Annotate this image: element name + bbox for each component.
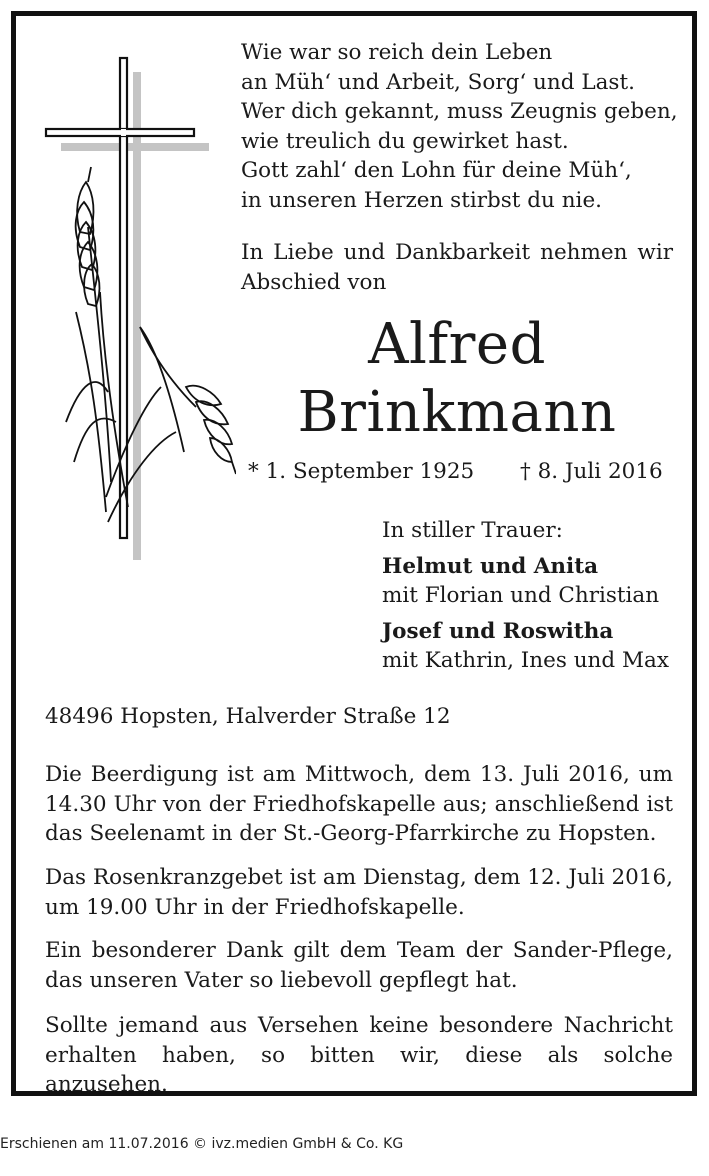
mourner-group	[382, 617, 692, 676]
farewell-text: In Liebe und Dankbarkeit nehmen wir Abschied von	[241, 240, 673, 295]
deceased-name	[241, 311, 673, 447]
deceased-last-name: Brinkmann	[297, 380, 617, 445]
notice-paragraph: Sollte jemand aus Versehen keine besondere Nachricht erhalten haben, so bitten wir, diese als solche anzusehen.	[45, 1013, 673, 1097]
funeral-info-paragraph: Die Beerdigung ist am Mittwoch, dem 13. Juli 2016, um 14.30 Uhr von der Friedhofskapelle aus; anschließend ist das Seelenamt in der St.-Georg-Pfarrkirche zu Hopsten.	[45, 762, 673, 846]
wheat-ear-right	[186, 386, 236, 474]
cross-with-wheat-illustration	[36, 42, 236, 562]
mourners-intro: In stiller Trauer:	[382, 518, 563, 543]
birth-date: * 1. September 1925	[248, 459, 475, 484]
death-date: † 8. Juli 2016	[520, 459, 663, 484]
wheat-icon	[66, 167, 236, 522]
poem-line: an Müh‘ und Arbeit, Sorg‘ und Last.	[241, 69, 635, 95]
mourner-name: Helmut und Anita	[382, 553, 599, 579]
poem-line: Wer dich gekannt, muss Zeugnis geben,	[241, 99, 678, 124]
poem-line: Wie war so reich dein Leben	[241, 40, 553, 65]
mourner-with: mit Kathrin, Ines und Max	[382, 648, 669, 673]
deceased-first-name: Alfred	[368, 312, 546, 377]
address: 48496 Hopsten, Halverder Straße 12	[45, 704, 451, 729]
thanks-paragraph: Ein besonderer Dank gilt dem Team der Sander-Pflege, das unseren Vater so liebevoll gepflegt hat.	[45, 938, 673, 993]
wheat-ear-left	[76, 167, 100, 306]
publication-footer: Erschienen am 11.07.2016 © ivz.medien GmbH & Co. KG	[0, 1136, 404, 1152]
obituary-frame	[11, 11, 697, 1096]
mourner-name: Josef und Roswitha	[382, 618, 614, 644]
rosary-info-paragraph: Das Rosenkranzgebet ist am Dienstag, dem 12. Juli 2016, um 19.00 Uhr in der Friedhofskapelle.	[45, 865, 673, 920]
mourners-block	[382, 516, 692, 676]
poem-line: in unseren Herzen stirbst du nie.	[241, 187, 602, 213]
poem	[241, 38, 681, 215]
mourner-group	[382, 552, 692, 611]
mourner-with: mit Florian und Christian	[382, 583, 660, 608]
poem-line: wie treulich du gewirket hast.	[241, 128, 569, 154]
poem-line: Gott zahl‘ den Lohn für deine Müh‘,	[241, 158, 632, 183]
